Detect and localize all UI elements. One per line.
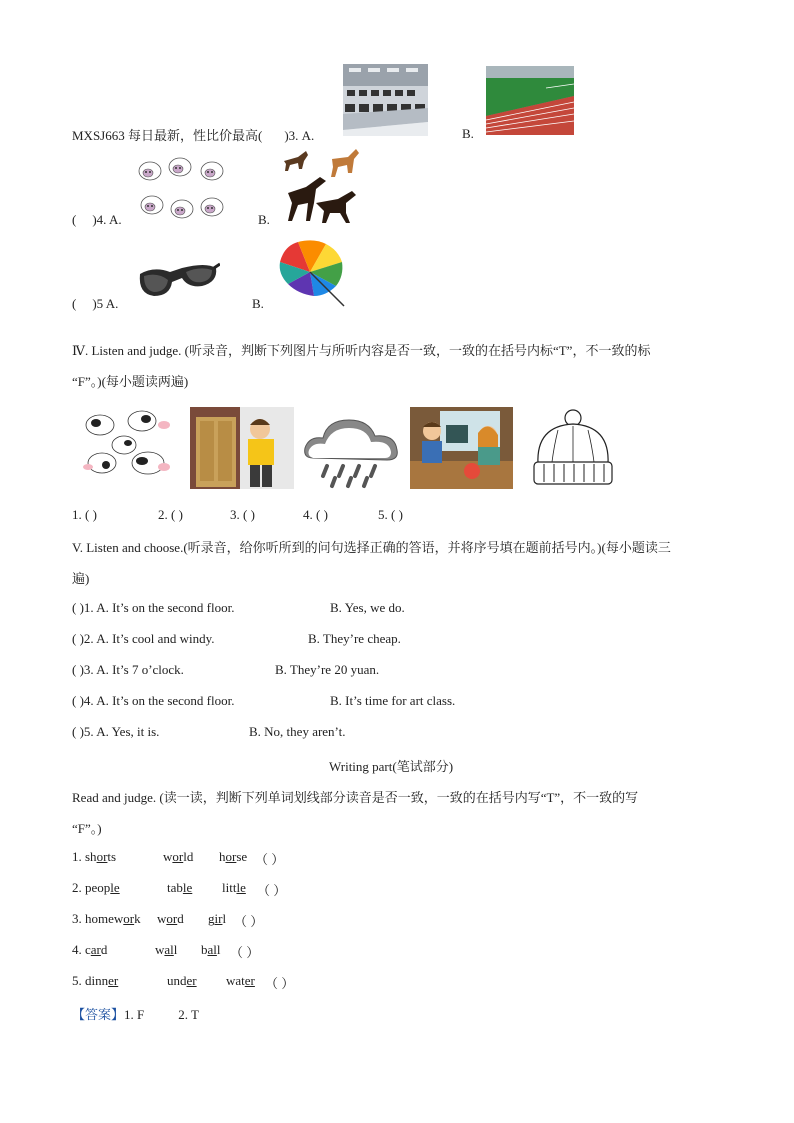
q4-paren: ( xyxy=(72,212,77,227)
section4-num-3: 3. ( ) xyxy=(230,507,255,522)
cows-image xyxy=(80,405,178,489)
word-3c: girl xyxy=(208,911,227,926)
section4-num-2: 2. ( ) xyxy=(158,507,183,522)
section4-num-1: 1. ( ) xyxy=(72,507,97,522)
writing-part-title: Writing part(笔试部分) xyxy=(329,759,454,774)
section5-item-5-a: ( )5. A. Yes, it is. xyxy=(72,724,160,739)
word-3b: word xyxy=(157,911,184,926)
answer-paren-4: （ ） xyxy=(230,945,260,960)
word-1a: shorts xyxy=(85,849,117,864)
sports-field-image xyxy=(486,66,574,135)
section5-item-3-b: B. They’re 20 yuan. xyxy=(275,662,380,677)
rain-cloud-image xyxy=(303,408,401,490)
hat-image xyxy=(528,408,618,488)
q3-line xyxy=(72,125,314,144)
section4-num-5: 5. ( ) xyxy=(378,507,403,522)
section5-item-3-a: ( )3. A. It’s 7 o’clock. xyxy=(72,662,184,677)
section4-instruction: Ⅳ. Listen and judge. (听录音，判断下列图片与所听内容是否一致，一致的在括号内标“T”，不一致的标 xyxy=(72,343,651,358)
computer-room-image xyxy=(343,64,428,136)
word-5a: dinner xyxy=(85,973,119,988)
word-row-1: 1. shorts xyxy=(72,849,117,864)
word-4a: card xyxy=(85,942,108,957)
read-judge-instruction: Read and judge. (读一读，判断下列单词划线部分读音是否一致，一致的在括号内写“T”，不一致的写 xyxy=(72,790,639,805)
answer-paren-3: （ ） xyxy=(234,914,264,929)
word-row-2: 2. people xyxy=(72,880,120,895)
q4-option-b: B. xyxy=(258,212,270,227)
q5-paren: ( xyxy=(72,296,77,311)
section5-instruction-2: 遍) xyxy=(72,571,90,586)
q4-option-a: )4. A. xyxy=(92,212,122,227)
section5-item-5-b: B. No, they aren’t. xyxy=(249,724,346,739)
word-4b: wall xyxy=(155,942,178,957)
section5-item-4-b: B. It’s time for art class. xyxy=(330,693,456,708)
read-judge-instruction-2: “F”。) xyxy=(72,821,102,836)
q3-prefix: MXSJ663 每日最新，性比价最高( xyxy=(72,128,263,143)
clothes-boy-image xyxy=(190,407,294,489)
word-row-3: 3. homework xyxy=(72,911,141,926)
section5-item-4-a: ( )4. A. It’s on the second floor. xyxy=(72,693,235,708)
section4-num-4: 4. ( ) xyxy=(303,507,328,522)
q3-option-b: B. xyxy=(462,126,474,141)
q3-option-a: )3. A. xyxy=(284,128,315,143)
word-5c: water xyxy=(226,973,255,988)
word-2c: little xyxy=(222,880,246,895)
word-5b: under xyxy=(167,973,197,988)
section5-item-2-a: ( )2. A. It’s cool and windy. xyxy=(72,631,215,646)
horses-image xyxy=(280,147,366,225)
umbrella-image xyxy=(274,238,348,308)
section5-instruction: V. Listen and choose.(听录音，给你听所到的问句选择正确的答语，并将序号填在题前括号内。)(每小题读三 xyxy=(72,540,671,555)
sunglasses-image xyxy=(136,254,220,302)
q5-option-a: )5 A. xyxy=(92,296,119,311)
section5-item-1-a: ( )1. A. It’s on the second floor. xyxy=(72,600,235,615)
shop-scene-image xyxy=(410,407,513,489)
answer-2: 2. T xyxy=(178,1007,199,1022)
q4-line xyxy=(72,212,122,228)
q5-line xyxy=(72,296,118,312)
word-2a: people xyxy=(85,880,120,895)
section5-item-2-b: B. They’re cheap. xyxy=(308,631,401,646)
section5-item-1-b: B. Yes, we do. xyxy=(330,600,405,615)
section4-instruction-2: “F”。)(每小题读两遍) xyxy=(72,374,189,389)
answer-paren-2: （ ） xyxy=(257,883,287,898)
word-row-4: 4. card xyxy=(72,942,108,957)
word-1c: horse xyxy=(219,849,248,864)
word-1b: world xyxy=(163,849,194,864)
answer-1: 1. F xyxy=(124,1007,145,1022)
word-2b: table xyxy=(167,880,193,895)
q5-option-b: B. xyxy=(252,296,264,311)
answer-paren-5: （ ） xyxy=(265,976,295,991)
sheep-image xyxy=(136,153,228,225)
answer-paren-1: （ ） xyxy=(255,852,285,867)
word-4c: ball xyxy=(201,942,221,957)
answer-tag: 【答案】 xyxy=(72,1007,125,1022)
word-row-5: 5. dinner xyxy=(72,973,119,988)
word-3a: homework xyxy=(85,911,141,926)
answer-line xyxy=(72,1004,199,1023)
